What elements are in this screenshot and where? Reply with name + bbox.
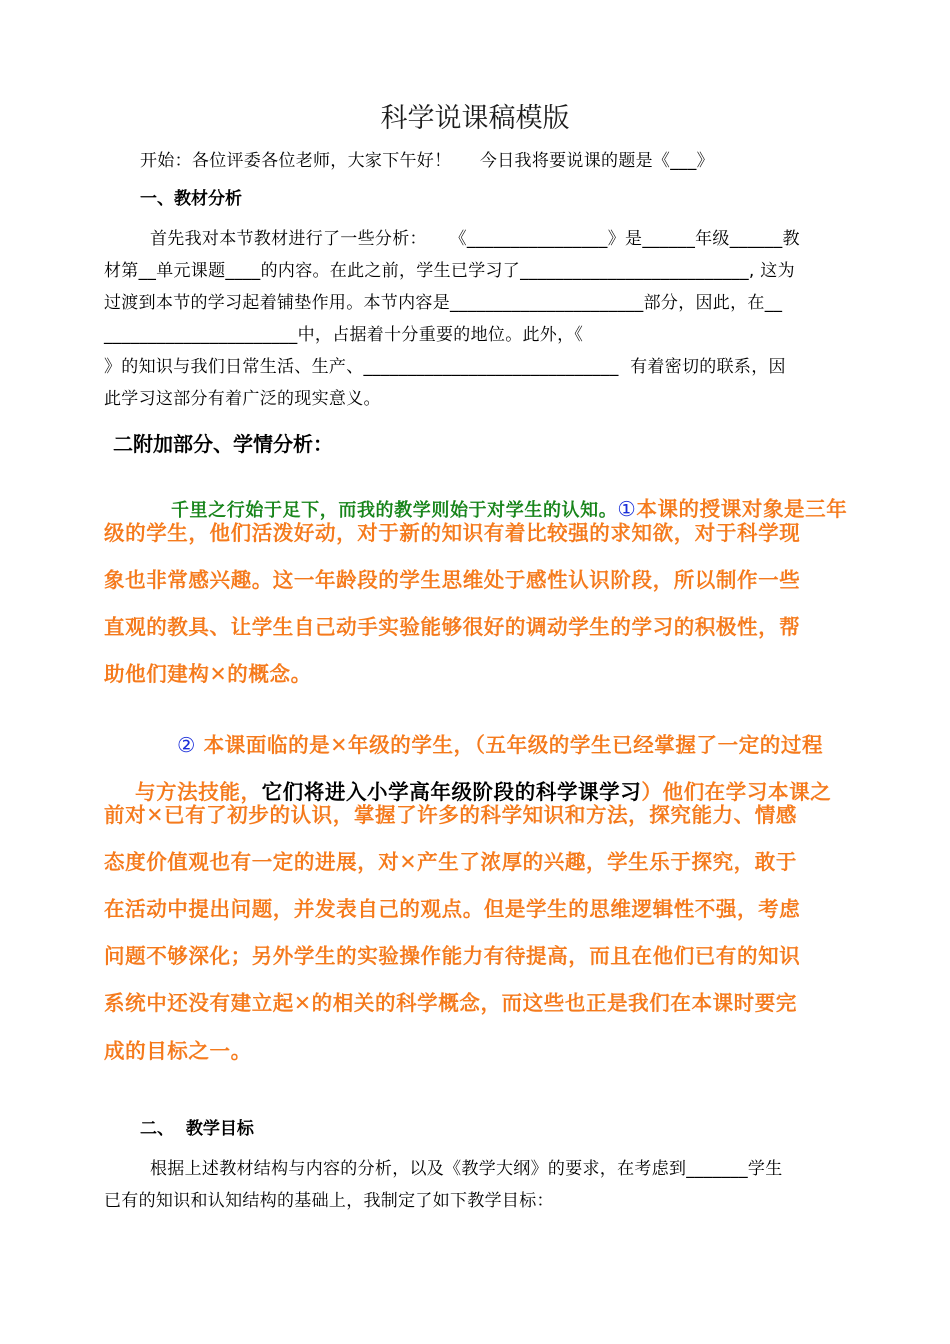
marker-1: ① bbox=[617, 497, 637, 521]
goals-line-2: 已有的知识和认知结构的基础上，我制定了如下教学目标： bbox=[104, 1191, 554, 1211]
opening-phrase: 千里之行始于足下，而我的教学则始于对学生的认知。 bbox=[170, 500, 618, 521]
para-b-line2-end: ）他们在学习本课之 bbox=[641, 780, 832, 804]
materials-line-6: 此学习这部分有着广泛的现实意义。 bbox=[104, 389, 381, 409]
section-heading-materials: 一、教材分析 bbox=[140, 189, 242, 209]
materials-line-1: 首先我对本节教材进行了一些分析： 《________________》是______年级______教 bbox=[150, 229, 800, 249]
goals-line-1: 根据上述教材结构与内容的分析，以及《教学大纲》的要求，在考虑到_______学生 bbox=[150, 1159, 783, 1179]
student-para-b-line-8: 成的目标之一。 bbox=[104, 1039, 252, 1063]
student-para-a-line-3: 象也非常感兴趣。这一年龄段的学生思维处于感性认识阶段，所以制作一些 bbox=[104, 568, 801, 592]
student-para-a-line-4: 直观的教具、让学生自己动手实验能够很好的调动学生的学习的积极性，帮 bbox=[104, 615, 801, 639]
para-b-line1-text: 本课面临的是✕年级的学生，（五年级的学生已经掌握了一定的过程 bbox=[195, 733, 824, 757]
student-para-b-line-3: 前对✕已有了初步的认识，掌握了许多的科学知识和方法，探究能力、情感 bbox=[104, 803, 797, 827]
student-para-a-line-2: 级的学生，他们活泼好动，对于新的知识有着比较强的求知欲，对于科学现 bbox=[104, 521, 801, 545]
materials-line-2: 材第__单元课题____的内容。在此之前，学生已学习了__________________________, 这为 bbox=[104, 261, 795, 281]
para-a-line1-rest: 本课的授课对象是三年 bbox=[636, 497, 848, 521]
marker-2: ② bbox=[176, 733, 196, 757]
page-title: 科学说课稿模版 bbox=[380, 103, 570, 134]
materials-line-3: 过渡到本节的学习起着铺垫作用。本节内容是______________________部分，因此，在__ bbox=[104, 293, 783, 313]
para-b-line2-black: 它们将进入小学高年级阶段的科学课学习 bbox=[261, 780, 642, 804]
student-para-a-line-5: 助他们建构✕的概念。 bbox=[104, 662, 312, 686]
intro-line: 开始：各位评委各位老师，大家下午好！ 今日我将要说课的题是《___》 bbox=[140, 151, 714, 171]
section-heading-student-analysis: 二附加部分、学情分析： bbox=[113, 432, 333, 456]
student-para-b-line-7: 系统中还没有建立起✕的相关的科学概念，而这些也正是我们在本课时要完 bbox=[104, 991, 797, 1015]
materials-line-5: 》的知识与我们日常生活、生产、_____________________________ 有着密切的联系，因 bbox=[104, 357, 786, 377]
student-para-b-line-5: 在活动中提出问题，并发表自己的观点。但是学生的思维逻辑性不强，考虑 bbox=[104, 897, 801, 921]
student-para-b-line-6: 问题不够深化；另外学生的实验操作能力有待提高，而且在他们已有的知识 bbox=[104, 944, 801, 968]
student-para-b-line-4: 态度价值观也有一定的进展，对✕产生了浓厚的兴趣，学生乐于探究，敢于 bbox=[104, 850, 797, 874]
materials-line-4: ______________________中，占据着十分重要的地位。此外，《 bbox=[104, 325, 584, 345]
section-heading-teaching-goals: 二、 教学目标 bbox=[140, 1119, 254, 1139]
para-b-line2-start: 与方法技能， bbox=[134, 780, 262, 804]
